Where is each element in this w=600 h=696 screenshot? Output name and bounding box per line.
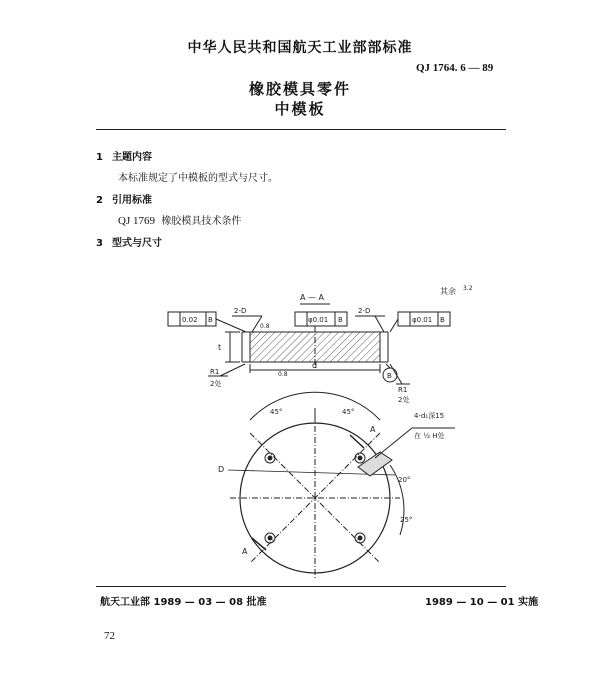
r1-left-qty: 2处 [210, 380, 222, 388]
hole-note-1: 4-d₁深15 [414, 412, 445, 420]
angle-25: 25° [400, 516, 413, 524]
leader-line [216, 319, 246, 332]
r1-right-label: R1 [398, 386, 408, 394]
roughness-label: 0.8 [278, 371, 288, 378]
section-1-heading [96, 148, 152, 163]
section-arrow-top [350, 435, 364, 448]
flatness-datum: B [208, 316, 213, 324]
footer-rule [96, 586, 506, 587]
datum-b-label: B [387, 372, 392, 380]
document-title: 橡胶模具零件 [248, 80, 351, 98]
section-number: 1 [96, 152, 103, 163]
hole-note-2: 在 ½ H处 [414, 432, 445, 440]
section-title: 引用标准 [112, 195, 152, 206]
hole-detail [358, 452, 392, 476]
chamfer-left-label: 2-D [234, 307, 247, 315]
section-a-top-label: A [370, 425, 376, 434]
reference-title: 橡胶模具技术条件 [161, 216, 242, 227]
section-label: A — A [300, 293, 325, 302]
section-title: 主题内容 [112, 152, 152, 163]
remaining-label: 其余 [440, 287, 456, 296]
dim-t-label: t [218, 343, 222, 352]
technical-drawing [150, 280, 510, 580]
section-title: 型式与尺寸 [112, 238, 162, 249]
standard-number: QJ 1764. 6 — 89 [416, 62, 494, 74]
section-3-heading [96, 234, 162, 249]
header-rule [96, 129, 506, 130]
section-1-body: 本标准规定了中模板的型式与尺寸。 [118, 173, 278, 184]
reference-standard [118, 212, 241, 227]
position-datum: B [338, 316, 343, 324]
section-number: 3 [96, 238, 103, 249]
approval-date: 航天工业部 1989 — 03 — 08 批准 [100, 597, 267, 608]
section-2-heading [96, 191, 152, 206]
roughness-label: 0.8 [260, 323, 270, 330]
position-value: φ0.01 [308, 316, 329, 324]
page-number: 72 [104, 630, 115, 642]
hole-note-leader [375, 428, 412, 458]
r1-left-label: R1 [210, 368, 220, 376]
angle-20: 20° [398, 476, 411, 484]
r1-right-qty: 2处 [398, 396, 410, 404]
angle-45-right: 45° [342, 408, 355, 416]
section-a-bottom-label: A [242, 547, 248, 556]
angle-45-left: 45° [270, 408, 283, 416]
remaining-roughness: 3.2 [463, 285, 473, 292]
section-number: 2 [96, 195, 103, 206]
position-datum-right: B [440, 316, 445, 324]
dim-D-label: D [218, 465, 225, 474]
section-hatching [250, 332, 380, 362]
reference-code: QJ 1769 [118, 215, 155, 227]
position-value-right: φ0.01 [412, 316, 433, 324]
dim-d-label: d [312, 361, 318, 370]
header-organization: 中华人民共和国航天工业部部标准 [187, 40, 413, 56]
document-subtitle: 中模板 [274, 100, 326, 118]
chamfer-right-label: 2-D [358, 307, 371, 315]
flatness-value: 0.02 [182, 316, 198, 324]
r1-leader-left [220, 364, 245, 376]
effective-date: 1989 — 10 — 01 实施 [425, 597, 539, 608]
